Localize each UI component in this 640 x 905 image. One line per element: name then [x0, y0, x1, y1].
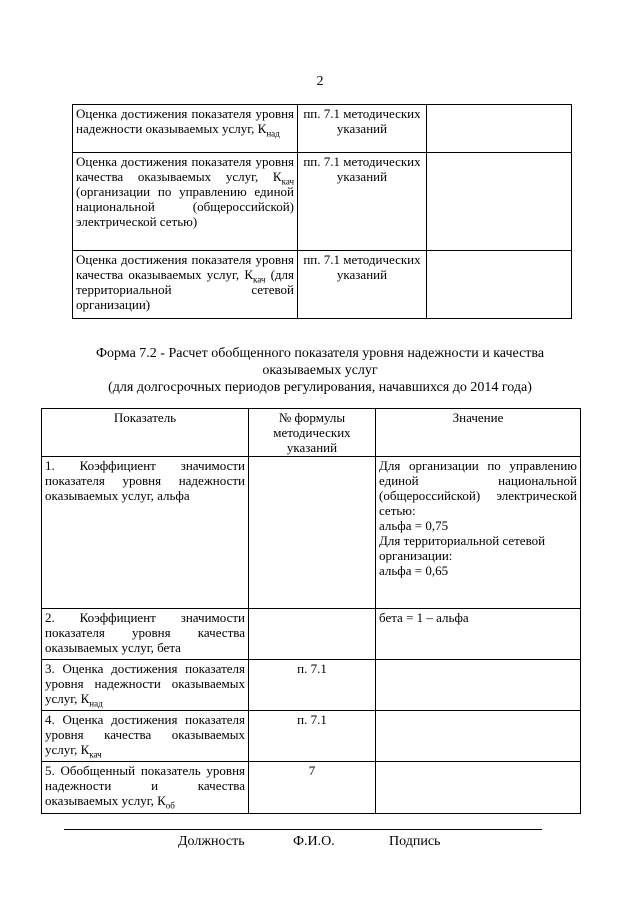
- indicator-cell: [42, 711, 249, 762]
- form-table-body: [42, 457, 581, 814]
- form-title-line2: оказываемых услуг: [262, 363, 378, 378]
- indicator-text: 2. Коэффициент значимости показателя уровня качества оказываемых услуг, бета: [45, 610, 245, 655]
- form-title-line3: (для долгосрочных периодов регулирования, начавшихся до 2014 года): [108, 380, 532, 395]
- header-formula: № формулы методических указаний: [249, 409, 376, 457]
- formula-cell: [249, 609, 376, 660]
- indicator-text: Оценка достижения показателя: [76, 106, 252, 121]
- indicator-cell: [42, 762, 249, 814]
- indicator-text: уровня качества оказываемых: [76, 252, 295, 282]
- value-line: Для территориальной сетевой организации:: [379, 533, 546, 563]
- indicator-subscript: кач: [281, 176, 295, 187]
- form-title: [40, 345, 600, 396]
- indicator-subscript: кач: [253, 274, 266, 285]
- page-number: 2: [316, 74, 324, 89]
- header-indicator: Показатель: [42, 409, 249, 457]
- indicator-text: 3. Оценка достижения показателя уровня надежности оказываемых услуг, К: [45, 661, 245, 706]
- indicator-text: 4. Оценка достижения показателя уровня качества оказываемых услуг, К: [45, 712, 245, 757]
- signature-sign-label: Подпись: [389, 834, 441, 849]
- formula-cell: п. 7.1: [249, 711, 376, 762]
- indicator-cell: [73, 251, 298, 319]
- top-table-body: [73, 105, 572, 319]
- indicator-text: 5. Обобщенный показатель уровня надежности и качества оказываемых услуг, К: [45, 763, 245, 808]
- indicator-text: 1. Коэффициент значимости показателя уровня надежности оказываемых услуг, альфа: [45, 458, 245, 503]
- signature-name-label: Ф.И.О.: [293, 834, 335, 849]
- formula-cell: 7: [249, 762, 376, 814]
- indicator-subscript: кач: [89, 749, 102, 760]
- value-line: Для организации по управлению единой национальной (общероссийской) электрической сетью:: [379, 458, 577, 518]
- formula-cell: пп. 7.1 методических указаний: [298, 251, 427, 319]
- value-cell: [376, 609, 581, 660]
- indicator-subscript: над: [89, 698, 103, 709]
- indicator-tail: (для территориальной сетевой организации): [76, 267, 295, 312]
- value-cell: [427, 153, 572, 251]
- form-table-header-row: [42, 409, 581, 457]
- top-table: [72, 104, 572, 319]
- indicator-cell: [73, 153, 298, 251]
- indicator-cell: [73, 105, 298, 153]
- indicator-cell: [42, 457, 249, 609]
- table-row: [42, 711, 581, 762]
- table-row: [42, 457, 581, 609]
- formula-cell: [249, 457, 376, 609]
- signature-position-label: Должность: [178, 834, 245, 849]
- indicator-cell: [42, 660, 249, 711]
- value-cell: [376, 457, 581, 609]
- formula-cell: пп. 7.1 методических указаний: [298, 105, 427, 153]
- table-row: [42, 762, 581, 814]
- table-row: [73, 105, 572, 153]
- indicator-text: уровня надежности оказываемых: [76, 106, 295, 136]
- formula-cell: пп. 7.1 методических указаний: [298, 153, 427, 251]
- header-value: Значение: [376, 409, 581, 457]
- value-line: альфа = 0,75: [379, 518, 449, 533]
- value-cell: [376, 660, 581, 711]
- indicator-text: услуг, К: [206, 267, 254, 282]
- table-row: [42, 609, 581, 660]
- value-cell: [427, 105, 572, 153]
- indicator-tail: (организации по управлению единой национальной (общероссийской) электрической сетью): [76, 184, 294, 229]
- value-line: бета = 1 – альфа: [379, 610, 469, 625]
- value-line: альфа = 0,65: [379, 563, 449, 578]
- form-table: [41, 408, 581, 814]
- indicator-subscript: над: [266, 128, 280, 139]
- indicator-text: Оценка достижения показателя: [76, 154, 252, 169]
- indicator-subscript: об: [165, 800, 175, 811]
- indicator-text: услуг, К: [222, 121, 267, 136]
- value-cell: [376, 711, 581, 762]
- signature-line: [64, 829, 542, 830]
- value-cell: [427, 251, 572, 319]
- indicator-text: услуг, К: [225, 169, 282, 184]
- indicator-text: уровня качества оказываемых: [76, 154, 295, 184]
- value-cell: [376, 762, 581, 814]
- table-row: [73, 153, 572, 251]
- table-row: [73, 251, 572, 319]
- formula-cell: п. 7.1: [249, 660, 376, 711]
- table-row: [42, 660, 581, 711]
- indicator-cell: [42, 609, 249, 660]
- form-title-line1: Форма 7.2 - Расчет обобщенного показателя уровня надежности и качества: [95, 346, 545, 361]
- indicator-text: Оценка достижения показателя: [76, 252, 252, 267]
